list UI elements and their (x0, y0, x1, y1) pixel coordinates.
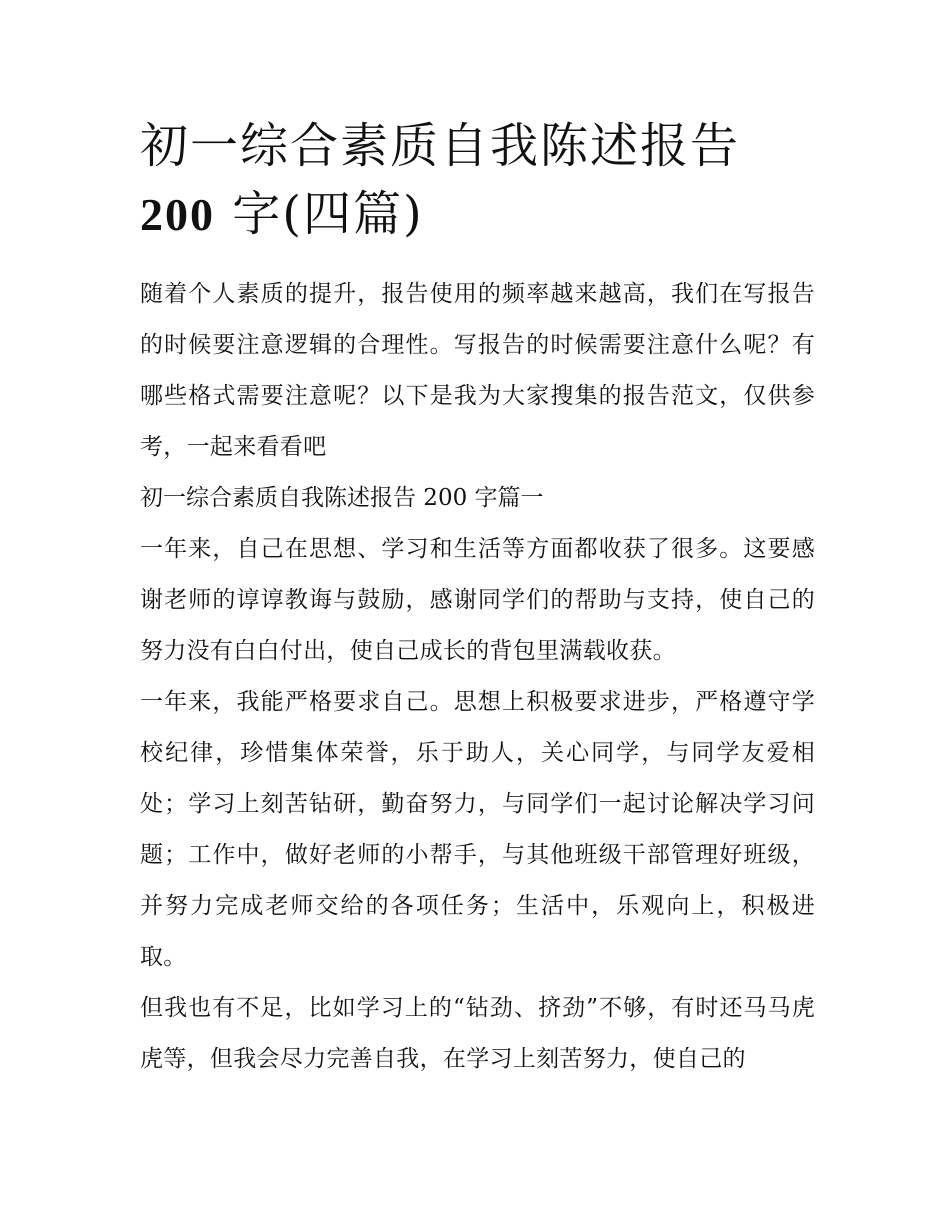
title-line-2 (140, 180, 815, 249)
body-paragraph-1: 一年来，自己在思想、学习和生活等方面都收获了很多。这要感谢老师的谆谆教诲与鼓励，感谢同学们的帮助与支持，使自己的努力没有白白付出，使自己成长的背包里满载收获。 (140, 536, 815, 664)
title-number: 200 (140, 189, 215, 240)
document-page (140, 112, 815, 1085)
body-paragraph-2: 一年来，我能严格要求自己。思想上积极要求进步，严格遵守学校纪律，珍惜集体荣誉，乐于助人，关心同学，与同学友爱相处；学习上刻苦钻研，勤奋努力，与同学们一起讨论解决学习问题；工作中，做好老师的小帮手，与其他班级干部管理好班级，并努力完成老师交给的各项任务；生活中，乐观向上，积极进取。 (140, 689, 815, 970)
body-paragraph-3: 但我也有不足，比如学习上的“钻劲、挤劲”不够，有时还马马虎虎等，但我会尽力完善自我，在学习上刻苦努力，使自己的 (140, 995, 815, 1072)
title-suffix: 字(四篇) (215, 186, 424, 242)
document-title (140, 112, 815, 249)
intro-paragraph: 随着个人素质的提升，报告使用的频率越来越高，我们在写报告的时候要注意逻辑的合理性。写报告的时候需要注意什么呢？有哪些格式需要注意呢？以下是我为大家搜集的报告范文，仅供参考，一起来看看吧 (140, 281, 815, 460)
section-heading: 初一综合素质自我陈述报告 200 字篇一 (140, 485, 544, 511)
document-body (140, 269, 815, 1085)
title-line-1: 初一综合素质自我陈述报告 (140, 118, 741, 174)
